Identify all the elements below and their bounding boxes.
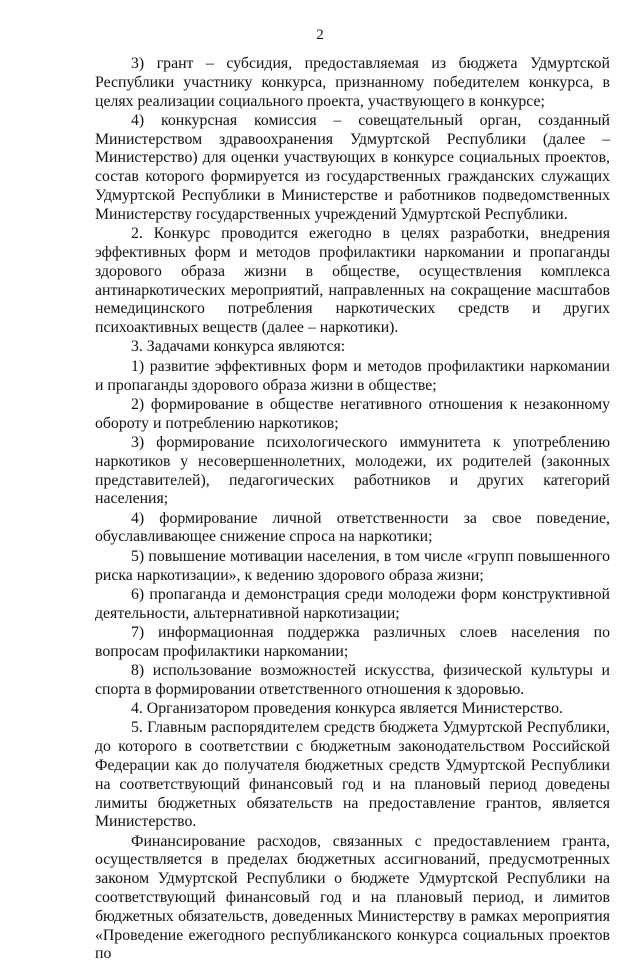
paragraph-tasks-heading: 3. Задачами конкурса являются: bbox=[131, 338, 346, 356]
list-item-task-5: 5) повышение мотивации населения, в том числе «групп повышенного риска наркотизации», к ведению здорового образа жизни; bbox=[95, 547, 610, 584]
paragraph-contest-goals: 2. Конкурс проводится ежегодно в целях разработки, внедрения эффективных форм и методов профилактики наркомании и пропаганды здорового образа жизни в обществе, осуществления комплекса антинаркотических мероприятий, направленных на сокращение масштабов немедицинского потребления наркотических средств и других психоактивных веществ (далее – наркотики). bbox=[95, 225, 610, 337]
list-item-task-3: 3) формирование психологического иммунитета к употреблению наркотиков у несовершеннолетних, молодежи, их родителей (законных представителей), педагогических работников и других категорий населения; bbox=[95, 433, 610, 508]
paragraph-chief-administrator: 5. Главным распорядителем средств бюджета Удмуртской Республики, до которого в соответствии с бюджетным законодательством Российской Федерации как до получателя бюджетных средств Удмуртской Республики на соответствующий финансовый год и на плановый период доведены лимиты бюджетных обязательств на предоставление грантов, является Министерство. bbox=[95, 719, 610, 831]
list-item-task-7: 7) информационная поддержка различных слоев населения по вопросам профилактики наркомании; bbox=[95, 623, 610, 660]
paragraph-definition-commission: 4) конкурсная комиссия – совещательный орган, созданный Министерством здравоохранения Удмуртской Республики (далее – Министерство) для оценки участвующих в конкурсе социальных проектов, состав которого формируется из государственных гражданских служащих Удмуртской Республики в Министерстве и работников подведомственных Министерству государственных учреждений Удмуртской Республики. bbox=[95, 111, 610, 223]
paragraph-definition-grant: 3) грант – субсидия, предоставляемая из бюджета Удмуртской Республики участнику конкурса, признанному победителем конкурса, в целях реализации социального проекта, участвующего в конкурсе; bbox=[95, 55, 610, 110]
list-item-task-8: 8) использование возможностей искусства, физической культуры и спорта в формировании ответственного отношения к здоровью. bbox=[95, 662, 610, 698]
list-item-task-4: 4) формирование личной ответственности за свое поведение, обуславливающее снижение спроса на наркотики; bbox=[95, 509, 610, 546]
page-number: 2 bbox=[316, 27, 324, 43]
list-item-task-1: 1) развитие эффективных форм и методов профилактики наркомании и пропаганды здорового образа жизни в обществе; bbox=[95, 357, 610, 394]
document-body bbox=[95, 55, 610, 964]
paragraph-financing: Финансирование расходов, связанных с предоставлением гранта, осуществляется в пределах бюджетных ассигнований, предусмотренных законом Удмуртской Республики о бюджете Удмуртской Республики на соответствующий финансовый год и на плановый период, и лимитов бюджетных обязательств, доведенных Министерству в рамках мероприятия «Проведение ежегодного республиканского конкурса социальных проектов по bbox=[95, 832, 610, 963]
paragraph-organizer: 4. Организатором проведения конкурса является Министерство. bbox=[131, 700, 563, 718]
list-item-task-6: 6) пропаганда и демонстрация среди молодежи форм конструктивной деятельности, альтернативной наркотизации; bbox=[95, 585, 610, 622]
list-item-task-2: 2) формирование в обществе негативного отношения к незаконному обороту и потреблению наркотиков; bbox=[95, 395, 610, 432]
